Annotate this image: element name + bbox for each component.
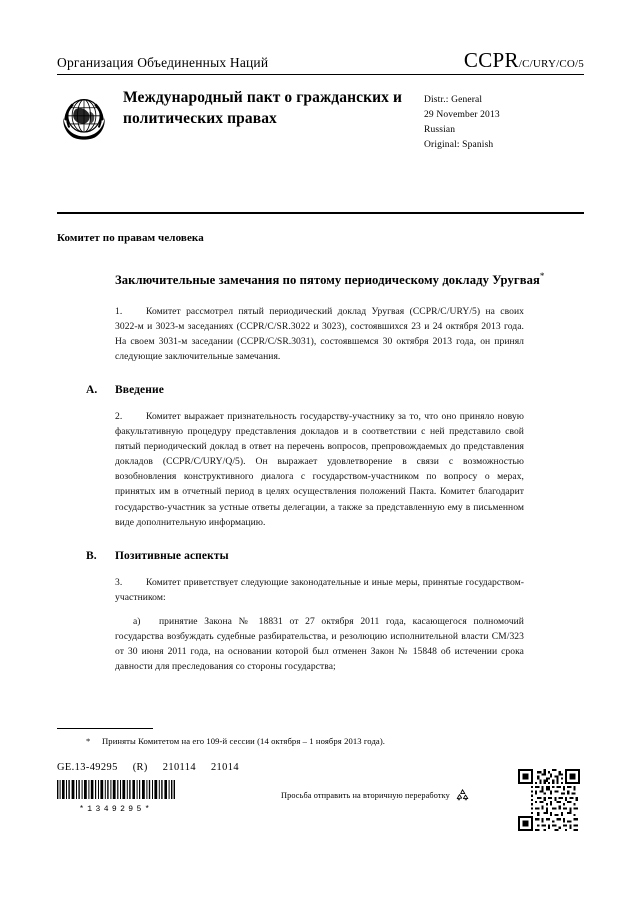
instrument-title: Международный пакт о гражданских и политических правах (123, 89, 403, 128)
section-b-heading (57, 550, 584, 562)
committee-name: Комитет по правам человека (57, 232, 204, 244)
job-date-code-1: 210114 (162, 762, 196, 773)
section-a-letter: A. (86, 384, 98, 397)
title-footnote-marker: * (539, 271, 545, 281)
job-language-code: (R) (132, 762, 148, 773)
footnote (86, 735, 584, 748)
paragraph-2 (115, 409, 524, 529)
job-date-code-2: 21014 (210, 762, 239, 773)
footnote-text: Приняты Комитетом на его 109-й сессии (14 октября – 1 ноября 2013 года). (102, 736, 386, 746)
paragraph-2-text: Комитет выражает признательность государству-участнику за то, что оно приняло новую факультативную процедуру представления докладов и в соответствии с ней представило свой пятый периодический доклад в ответ на перечень вопросов, препровождаемых до представления докладов (CCPR/C/URY/Q/5). Он выражает удовлетворение в связи с возможностью возобновления конструктивного диалога с государством-участником по вопросу о мерах, принятых им в отчетный период в целях осуществления положений Пакта. Комитет благодарит государство-участник за устные ответы делегации, а также за представленную ему в письменном виде дополнительную информацию. (115, 411, 524, 528)
paragraph-3-text: Комитет приветствует следующие законодательные и иные меры, принятые государством-участником: (115, 576, 524, 603)
document-symbol-main: CCPR (463, 48, 519, 72)
distribution-original: Original: Spanish (424, 140, 494, 150)
un-emblem-icon (57, 91, 111, 145)
paragraph-3 (115, 575, 524, 605)
paragraph-1 (115, 304, 524, 364)
paragraph-3-item-a (115, 614, 524, 674)
barcode-text: *1349295* (79, 805, 153, 814)
footnote-area (57, 728, 584, 748)
job-number-line (57, 762, 239, 773)
footnote-separator (57, 728, 153, 729)
page-title (115, 270, 584, 290)
paragraph-1-number: 1. (115, 306, 123, 318)
paragraph-3-number: 3. (115, 576, 123, 588)
distribution-date: 29 November 2013 (424, 110, 500, 120)
organization-row (57, 50, 584, 73)
document-symbol (464, 50, 584, 71)
section-b-letter: B. (86, 549, 97, 562)
distribution-type: Distr.: General (424, 95, 483, 105)
recycling-text: Просьба отправить на вторичную переработку (281, 791, 450, 800)
document-header (57, 50, 584, 153)
paragraph-2-number: 2. (115, 411, 123, 423)
header-thin-rule (57, 74, 584, 75)
barcode (57, 780, 177, 814)
job-number: GE.13-49295 (57, 762, 118, 773)
paragraph-3-item-a-text: принятие Закона № 18831 от 27 октября 2011 года, касающегося полномочий государства возбуждать судебные разбирательства, и резолюцию исполнительной власти CM/323 от 30 июня 2011 года, на основании которой был отменен Закон № 15848 об истечении срока давности для преследования со стороны государства; (115, 615, 524, 672)
document-symbol-suffix: /C/URY/CO/5 (518, 58, 584, 70)
section-a-heading (57, 384, 584, 396)
distribution-block (416, 87, 584, 153)
footnote-marker: * (86, 736, 91, 746)
qr-code (518, 769, 580, 831)
header-thick-rule (57, 212, 584, 214)
organization-name: Организация Объединенных Наций (57, 55, 269, 71)
distribution-language: Russian (424, 125, 456, 135)
section-a-title: Введение (115, 384, 164, 397)
document-body (57, 232, 584, 674)
masthead (57, 87, 584, 153)
document-footer (0, 762, 640, 905)
recycling-notice (281, 788, 471, 803)
page-title-text: Заключительные замечания по пятому периодическому докладу Уругвая (115, 273, 540, 288)
paragraph-1-text: Комитет рассмотрел пятый периодический доклад Уругвая (CCPR/C/URY/5) на своих 3022-м и 3023-м заседаниях (CCPR/C/SR.3022 и 3023), состоявшихся 23 и 24 октября 2013 года. На своем 3031-м заседании (CCPR/C/SR.3031), состоявшемся 30 октября 2013 года, он принял следующие заключительные замечания. (115, 306, 524, 363)
recycling-icon (454, 788, 471, 803)
section-b-title: Позитивные аспекты (115, 549, 229, 562)
paragraph-3-item-a-number: a) (133, 615, 141, 627)
